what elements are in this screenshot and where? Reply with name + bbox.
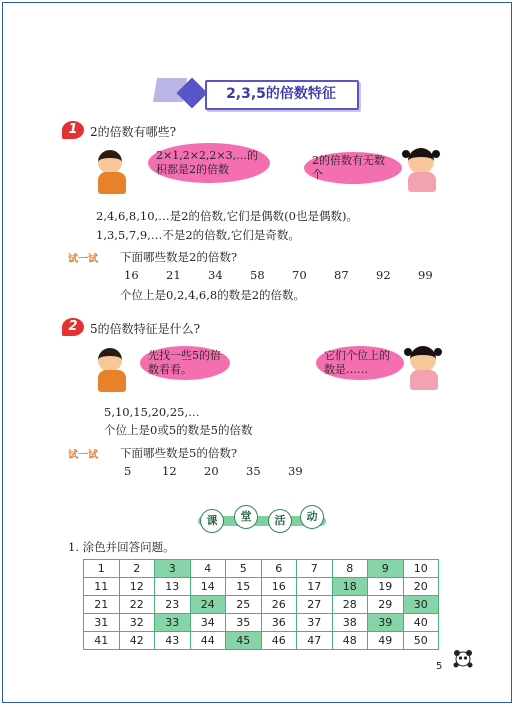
grid-cell[interactable]: 44 <box>190 632 226 650</box>
page-number: 5 <box>436 661 443 672</box>
girl-pigtail-left <box>404 348 412 356</box>
boy-illustration-1 <box>98 150 126 194</box>
grid-cell[interactable]: 46 <box>261 632 297 650</box>
even-numbers-line: 2,4,6,8,10,…是2的倍数,它们是偶数(0也是偶数)。 <box>96 209 358 223</box>
grid-cell[interactable]: 27 <box>297 596 333 614</box>
grid-cell[interactable]: 43 <box>155 632 191 650</box>
number-grid-table <box>83 559 439 650</box>
try-badge-1-text: 试一试 <box>68 254 98 265</box>
grid-cell[interactable]: 41 <box>84 632 120 650</box>
odd-numbers-line: 1,3,5,7,9,…不是2的倍数,它们是奇数。 <box>96 228 300 242</box>
try-2-number: 35 <box>246 464 261 478</box>
try-2-numbers <box>124 464 318 478</box>
try-badge-2-text: 试一试 <box>68 450 98 461</box>
grid-cell[interactable]: 10 <box>403 560 439 578</box>
grid-cell[interactable]: 25 <box>226 596 262 614</box>
grid-cell[interactable]: 38 <box>332 614 368 632</box>
activity-char: 活 <box>268 509 292 533</box>
grid-cell[interactable]: 17 <box>297 578 333 596</box>
try-1-numbers <box>124 268 448 282</box>
grid-cell[interactable]: 35 <box>226 614 262 632</box>
girl-head <box>408 148 434 174</box>
grid-cell[interactable]: 4 <box>190 560 226 578</box>
boy-head <box>98 150 122 174</box>
grid-cell[interactable]: 29 <box>368 596 404 614</box>
activity-char: 动 <box>300 505 324 529</box>
grid-cell[interactable]: 1 <box>84 560 120 578</box>
girl-speech-bubble-1 <box>304 152 402 184</box>
classroom-activity-banner <box>198 508 326 534</box>
grid-cell[interactable]: 24 <box>190 596 226 614</box>
try-2-number: 5 <box>124 464 132 478</box>
grid-cell[interactable]: 28 <box>332 596 368 614</box>
section-2-question: 5的倍数特征是什么? <box>90 322 201 336</box>
girl-illustration-2 <box>410 346 438 390</box>
try-badge-1 <box>68 250 108 264</box>
grid-cell[interactable]: 6 <box>261 560 297 578</box>
girl-pigtail-right <box>432 150 440 158</box>
multiples-of-2-conclusion: 个位上是0,2,4,6,8的数是2的倍数。 <box>120 288 306 302</box>
activity-char: 课 <box>200 509 224 533</box>
multiples-of-5-list: 5,10,15,20,25,… <box>104 405 200 419</box>
girl-body <box>410 370 438 390</box>
grid-cell[interactable]: 42 <box>119 632 155 650</box>
girl-pigtail-right <box>434 348 442 356</box>
try-badge-2 <box>68 446 108 460</box>
grid-cell[interactable]: 18 <box>332 578 368 596</box>
grid-cell[interactable]: 50 <box>403 632 439 650</box>
grid-cell[interactable]: 36 <box>261 614 297 632</box>
grid-cell[interactable]: 8 <box>332 560 368 578</box>
section-1-badge: 1 <box>62 121 84 139</box>
panda-icon <box>452 648 474 668</box>
grid-row <box>84 560 439 578</box>
grid-cell[interactable]: 12 <box>119 578 155 596</box>
boy-bubble-1-text: 2×1,2×2,2×3,…的积都是2的倍数 <box>156 149 259 176</box>
grid-cell[interactable]: 22 <box>119 596 155 614</box>
try-1-number: 99 <box>418 268 433 282</box>
grid-cell[interactable]: 5 <box>226 560 262 578</box>
try-1-number: 34 <box>208 268 223 282</box>
grid-cell[interactable]: 45 <box>226 632 262 650</box>
try-2-number: 20 <box>204 464 219 478</box>
grid-cell[interactable]: 31 <box>84 614 120 632</box>
boy-speech-bubble-2 <box>140 346 230 380</box>
exercise-label: 1. 涂色并回答问题。 <box>68 540 175 554</box>
try-2-question: 下面哪些数是5的倍数? <box>120 446 237 460</box>
girl-body <box>408 172 436 192</box>
grid-cell[interactable]: 30 <box>403 596 439 614</box>
boy-body <box>98 172 126 194</box>
grid-cell[interactable]: 47 <box>297 632 333 650</box>
try-1-question: 下面哪些数是2的倍数? <box>120 250 237 264</box>
grid-cell[interactable]: 49 <box>368 632 404 650</box>
section-2-badge: 2 <box>62 318 84 336</box>
try-1-number: 16 <box>124 268 139 282</box>
multiples-of-5-conclusion: 个位上是0或5的数是5的倍数 <box>104 423 253 437</box>
boy-bubble-2-text: 先找一些5的倍数看看。 <box>148 349 221 376</box>
grid-cell[interactable]: 13 <box>155 578 191 596</box>
try-1-number: 87 <box>334 268 349 282</box>
grid-cell[interactable]: 16 <box>261 578 297 596</box>
girl-head <box>410 346 436 372</box>
lesson-title-banner <box>155 76 365 112</box>
section-1-question: 2的倍数有哪些? <box>90 125 177 139</box>
girl-pigtail-left <box>402 150 410 158</box>
grid-cell[interactable]: 26 <box>261 596 297 614</box>
grid-cell[interactable]: 7 <box>297 560 333 578</box>
grid-cell[interactable]: 20 <box>403 578 439 596</box>
grid-cell[interactable]: 23 <box>155 596 191 614</box>
activity-char: 堂 <box>234 505 258 529</box>
grid-row <box>84 596 439 614</box>
try-1-number: 58 <box>250 268 265 282</box>
grid-cell[interactable]: 21 <box>84 596 120 614</box>
grid-row <box>84 614 439 632</box>
grid-cell[interactable]: 3 <box>155 560 191 578</box>
try-1-number: 92 <box>376 268 391 282</box>
grid-cell[interactable]: 39 <box>368 614 404 632</box>
boy-head <box>98 348 122 372</box>
boy-body <box>98 370 126 392</box>
grid-cell[interactable]: 19 <box>368 578 404 596</box>
page-title: 2,3,5的倍数特征 <box>226 86 336 102</box>
girl-bubble-2-text: 它们个位上的数是…… <box>324 349 390 376</box>
grid-cell[interactable]: 2 <box>119 560 155 578</box>
try-2-number: 39 <box>288 464 303 478</box>
girl-speech-bubble-2 <box>316 346 404 380</box>
grid-cell[interactable]: 37 <box>297 614 333 632</box>
grid-row <box>84 632 439 650</box>
grid-row <box>84 578 439 596</box>
grid-cell[interactable]: 32 <box>119 614 155 632</box>
grid-cell[interactable]: 15 <box>226 578 262 596</box>
girl-illustration-1 <box>408 148 436 192</box>
try-2-number: 12 <box>162 464 177 478</box>
boy-speech-bubble-1 <box>148 143 270 183</box>
try-1-number: 70 <box>292 268 307 282</box>
grid-cell[interactable]: 9 <box>368 560 404 578</box>
grid-cell[interactable]: 33 <box>155 614 191 632</box>
boy-illustration-2 <box>98 348 126 392</box>
grid-cell[interactable]: 48 <box>332 632 368 650</box>
grid-cell[interactable]: 40 <box>403 614 439 632</box>
grid-cell[interactable]: 11 <box>84 578 120 596</box>
girl-bubble-1-text: 2的倍数有无数个 <box>312 154 385 181</box>
try-1-number: 21 <box>166 268 181 282</box>
grid-cell[interactable]: 34 <box>190 614 226 632</box>
grid-cell[interactable]: 14 <box>190 578 226 596</box>
